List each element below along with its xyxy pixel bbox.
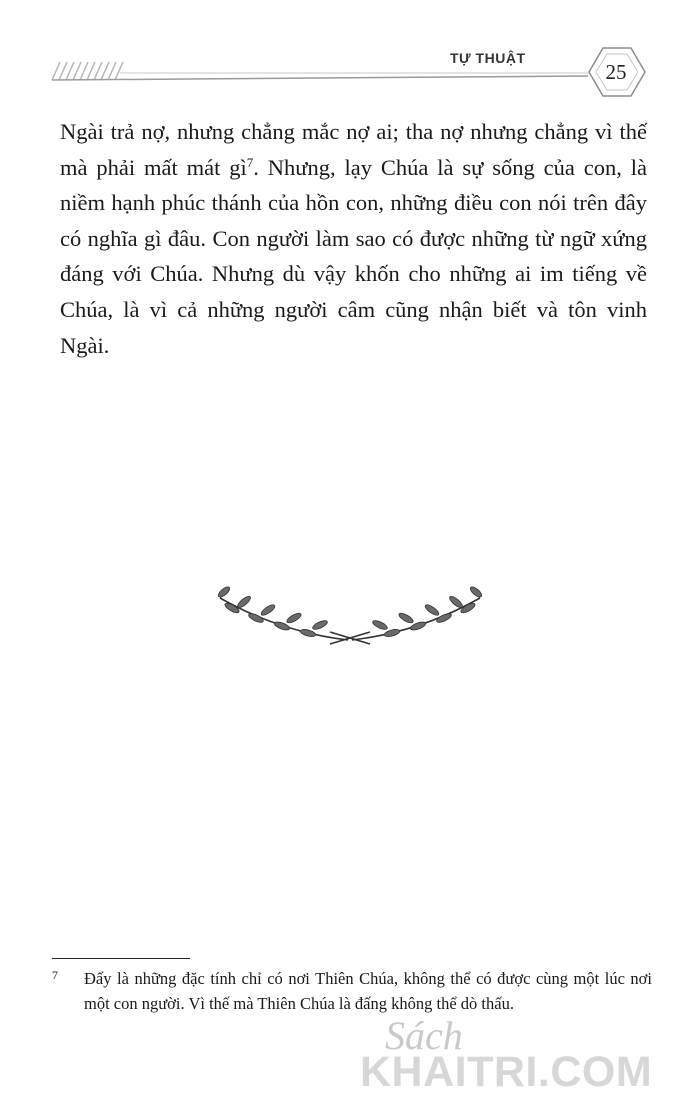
paragraph	[60, 114, 647, 363]
watermark-wordmark: KHAITRI.COM	[360, 1048, 653, 1096]
hatch-lines	[52, 62, 123, 80]
page-number: 25	[605, 60, 627, 84]
watermark-script: Sách	[385, 1013, 463, 1058]
header-decoration	[0, 0, 700, 110]
footnote-mark: 7	[52, 968, 58, 982]
laurel-ornament	[210, 580, 490, 650]
running-head: TỰ THUẬT	[450, 50, 526, 66]
footnote	[52, 966, 652, 1016]
page-header	[0, 0, 700, 110]
footnote-text: Đấy là những đặc tính chỉ có nơi Thiên Chúa, không thể có được cùng một lúc nơi một con người. Vì thế mà Thiên Chúa là đấng không thể dò thấu.	[84, 969, 652, 1013]
paragraph-text: Ngài trả nợ, nhưng chẳng mắc nợ ai; tha nợ nhưng chẳng vì thế mà phải mất mát gì	[60, 119, 647, 180]
watermark	[360, 1010, 690, 1110]
footnote-reference: 7	[246, 154, 254, 170]
footnote-rule	[52, 958, 190, 959]
body-text	[60, 114, 647, 363]
paragraph-text-continued: . Nhưng, lạy Chúa là sự sống của con, là niềm hạnh phúc thánh của hồn con, những điều con nói trên đây có nghĩa gì đâu. Con người làm sao có được những từ ngữ xứng đáng với Chúa. Nhưng dù vậy khốn cho những ai im tiếng về Chúa, là vì cả những người câm cũng nhận biết và tôn vinh Ngài.	[60, 154, 647, 358]
header-rule	[52, 76, 588, 80]
